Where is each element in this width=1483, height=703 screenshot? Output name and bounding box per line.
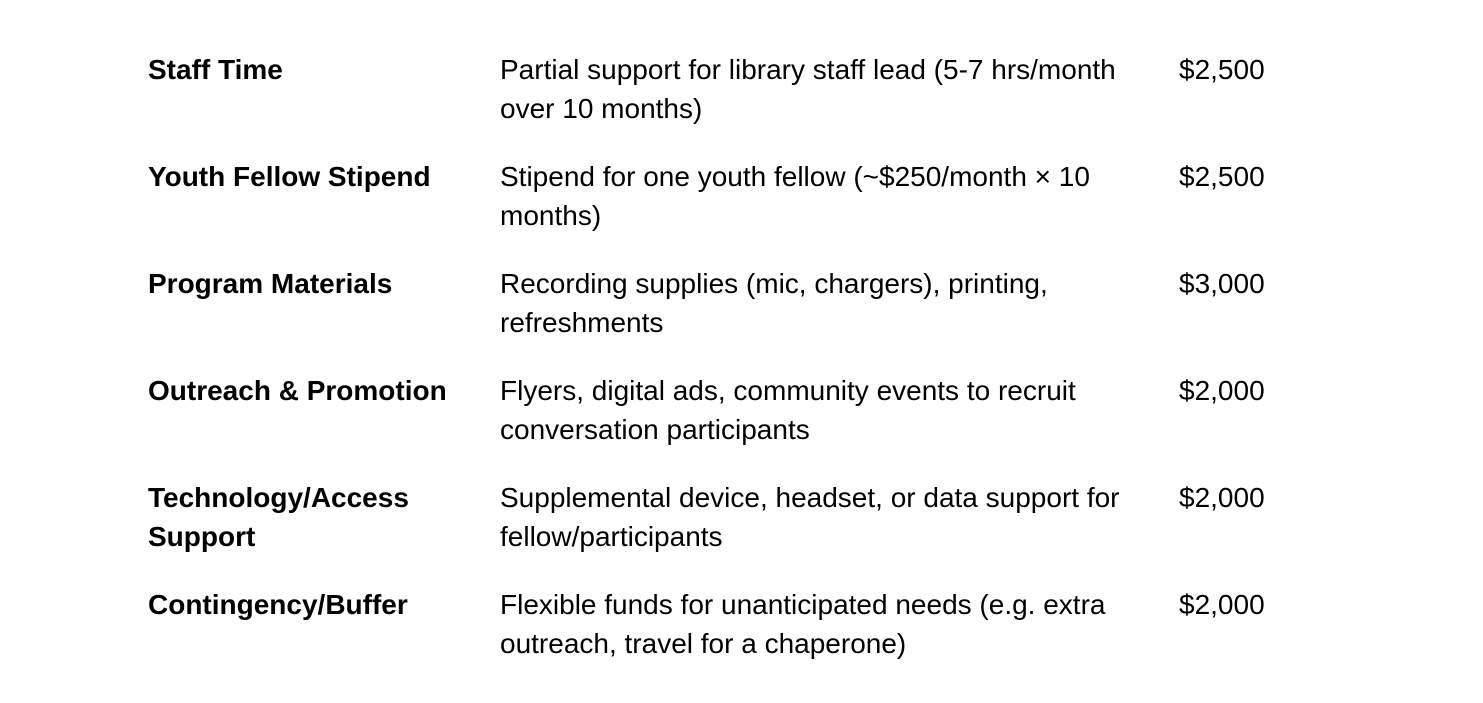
budget-description: Partial support for library staff lead (5-7 hrs/month over 10 months) — [500, 54, 1116, 124]
budget-amount: $2,000 — [1179, 375, 1265, 406]
budget-row-contingency-buffer — [148, 585, 1348, 692]
budget-category: Outreach & Promotion — [148, 375, 447, 406]
budget-amount: $3,000 — [1179, 268, 1265, 299]
budget-description: Flyers, digital ads, community events to recruit conversation participants — [500, 375, 1076, 445]
budget-category: Technology/Access Support — [148, 482, 409, 552]
budget-row-outreach-promotion — [148, 371, 1348, 478]
budget-amount: $2,500 — [1179, 54, 1265, 85]
budget-category: Program Materials — [148, 268, 393, 299]
budget-row-technology-access-support — [148, 478, 1348, 585]
budget-description: Supplemental device, headset, or data support for fellow/participants — [500, 482, 1120, 552]
budget-category: Youth Fellow Stipend — [148, 161, 431, 192]
budget-row-program-materials — [148, 264, 1348, 371]
budget-description: Stipend for one youth fellow (~$250/month × 10 months) — [500, 161, 1090, 231]
budget-row-youth-fellow-stipend — [148, 157, 1348, 264]
budget-row-staff-time — [148, 50, 1348, 157]
budget-description: Flexible funds for unanticipated needs (e.g. extra outreach, travel for a chaperone) — [500, 589, 1106, 659]
budget-category: Staff Time — [148, 54, 283, 85]
budget-table — [148, 50, 1348, 692]
budget-amount: $2,500 — [1179, 161, 1265, 192]
budget-category: Contingency/Buffer — [148, 589, 408, 620]
budget-amount: $2,000 — [1179, 482, 1265, 513]
budget-amount: $2,000 — [1179, 589, 1265, 620]
budget-description: Recording supplies (mic, chargers), printing, refreshments — [500, 268, 1048, 338]
